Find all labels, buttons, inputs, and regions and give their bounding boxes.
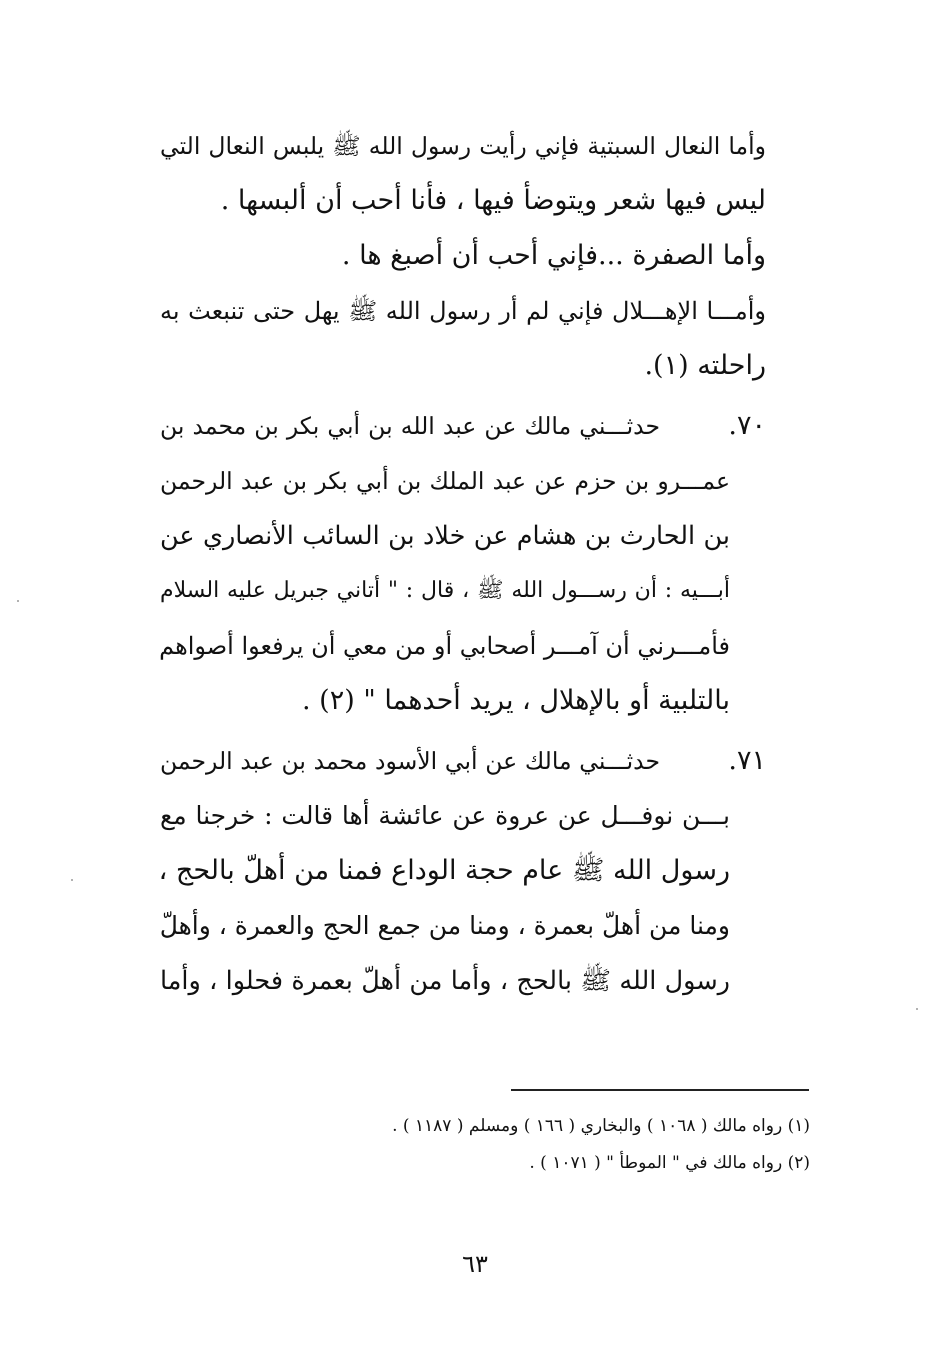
scan-speck <box>916 1008 918 1010</box>
text-line: راحلته (١). <box>644 350 766 381</box>
text-line: فأمـــرني أن آمـــر أصحابي أو من معي أن يرفعوا أصواهم <box>159 632 730 660</box>
text-line: وأما النعال السبتية فإني رأيت رسول الله ﷺ يلبس النعال التي <box>160 132 766 160</box>
footnote: (٢) رواه مالك في " الموطأ " ( ١٠٧١ ) . <box>529 1153 810 1173</box>
text-line: حدثـــني مالك عن أبي الأسود محمد بن عبد الرحمن <box>160 747 660 775</box>
text-line: أبـــيه : أن رســـول الله ﷺ ، قال : " أتاني جبريل عليه السلام <box>160 578 730 603</box>
hadith-number: ٧٠. <box>728 410 766 441</box>
text-line: ومنا من أهلّ بعمرة ، ومنا من جمع الحج والعمرة ، وأهلّ <box>159 911 730 940</box>
text-line: حدثـــني مالك عن عبد الله بن أبي بكر بن محمد بن <box>160 412 660 440</box>
text-line: بـــن نوفـــل عن عروة عن عائشة أها قالت : خرجنا مع <box>160 801 730 830</box>
scan-speck <box>17 600 19 602</box>
text-line: عمـــرو بن حزم عن عبد الملك بن أبي بكر بن عبد الرحمن <box>160 467 730 495</box>
text-line: رسول الله ﷺ بالحج ، وأما من أهلّ بعمرة فحلوا ، وأما <box>160 966 730 996</box>
footnote: (١) رواه مالك ( ١٠٦٨ ) والبخاري ( ١٦٦ ) ومسلم ( ١١٨٧ ) . <box>392 1116 810 1136</box>
text-line: بن الحارث بن هشام عن خلاد بن السائب الأنصاري عن <box>160 521 730 551</box>
text-line: بالتلبية أو بالإهلال ، يريد أحدهما " (٢) . <box>302 685 730 716</box>
text-line: ليس فيها شعر ويتوضأ فيها ، فأنا أحب أن ألبسها . <box>220 185 766 216</box>
scan-speck <box>71 879 73 881</box>
footnote-separator <box>511 1089 809 1091</box>
hadith-number: ٧١. <box>728 745 766 776</box>
text-line: رسول الله ﷺ عام حجة الوداع فمنا من أهلّ بالحج ، <box>158 855 730 886</box>
text-line: وأما الصفرة ...فإني أحب أن أصبغ ها . <box>341 240 766 271</box>
text-line: وأمـــا الإهـــلال فإني لم أر رسول الله ﷺ يهل حتى تنبعث به <box>160 297 766 325</box>
page-number: ٦٣ <box>462 1250 488 1278</box>
